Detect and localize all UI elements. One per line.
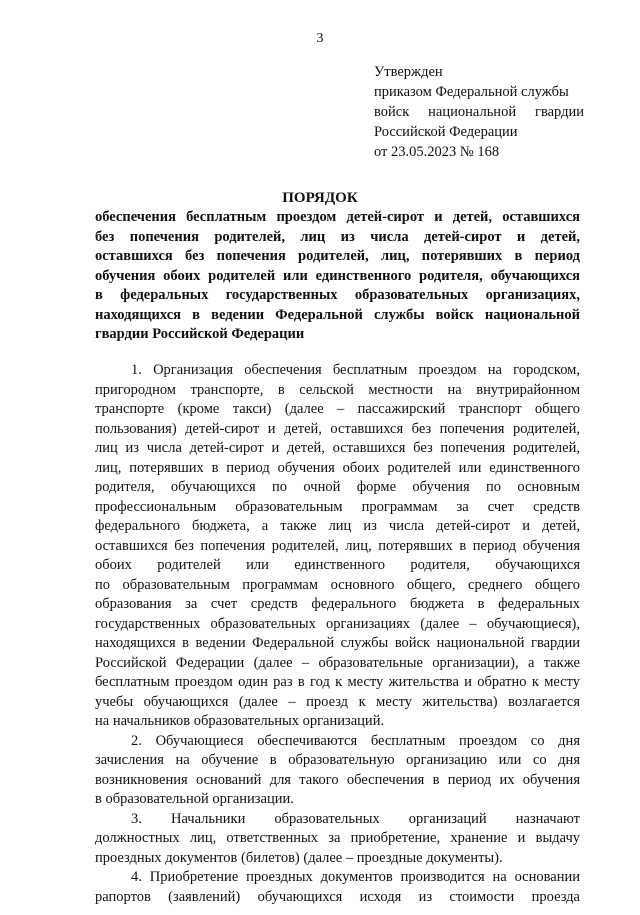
text-line: оставшихся без попечения родителей, лиц, потерявших в период обучения — [95, 537, 580, 554]
text-line: родителя, обучающихся по очной форме обучения по основным — [95, 479, 580, 495]
text-line: государственных образовательных организациях (далее – обучающиеся), — [95, 615, 580, 632]
text-line: обоих родителей или единственного родителя, обучающихся — [95, 557, 580, 573]
text-line: 1. Организация обеспечения бесплатным проездом на городском, — [131, 362, 580, 378]
text-line: проездных документов (билетов) (далее – проездные документы). — [95, 849, 503, 866]
approval-line: Российской Федерации — [374, 124, 518, 140]
text-line: учебы обучающихся (далее – проезд к месту жительства) возлагается — [95, 693, 580, 710]
text-line: профессиональным образовательным программам за счет средств — [95, 498, 580, 515]
document-body — [95, 361, 580, 907]
paragraph-2 — [95, 732, 580, 810]
document-title: ПОРЯДОК — [282, 190, 358, 206]
subtitle-line: в федеральных государственных образовательных организациях, — [95, 287, 580, 303]
text-line: зачисления на обучение в образовательную организацию или со дня — [95, 752, 580, 768]
text-line: на начальников образовательных организаций. — [95, 713, 385, 729]
subtitle-line: обеспечения бесплатным проездом детей-сирот и детей, оставшихся — [95, 209, 580, 225]
subtitle-line: без попечения родителей, лиц из числа детей-сирот и детей, — [95, 228, 580, 245]
approval-block — [374, 62, 584, 162]
approval-line: войск национальной гвардии — [374, 104, 584, 120]
text-line: возникновения оснований для такого обеспечения в период их обучения — [95, 771, 580, 788]
text-line: 4. Приобретение проездных документов производится на основании — [131, 869, 580, 885]
paragraph-4 — [95, 868, 580, 907]
text-line: должностных лиц, ответственных за приобретение, хранение и выдачу — [95, 830, 580, 846]
approval-date-number: от 23.05.2023 № 168 — [374, 144, 500, 160]
paragraph-1 — [95, 361, 580, 732]
text-line: в образовательной организации. — [95, 791, 294, 807]
paragraph-3 — [95, 810, 580, 869]
text-line: пригородном транспорте, в сельской местности на внутрирайонном — [95, 381, 580, 398]
text-line: 3. Начальники образовательных организаций назначают — [131, 810, 580, 827]
text-line: федерального бюджета, а также лиц из числа детей-сирот и детей, — [95, 518, 580, 534]
text-line: рапортов (заявлений) обучающихся исходя из стоимости проезда — [95, 888, 580, 905]
text-line: пользования) детей-сирот и детей, оставшихся без попечения родителей, — [95, 420, 580, 437]
subtitle-line: находящихся в ведении Федеральной службы войск национальной — [95, 306, 580, 323]
document-subtitle — [95, 208, 580, 345]
page-number: 3 — [316, 31, 324, 46]
text-line: по образовательным программам основного общего, среднего общего — [95, 576, 580, 593]
subtitle-line: оставшихся без попечения родителей, лиц, потерявших в период — [95, 248, 580, 264]
text-line: образования за счет средств федерального бюджета в федеральных — [95, 596, 580, 612]
text-line: бесплатным проездом один раз в год к месту жительства и обратно к месту — [95, 674, 580, 690]
text-line: Российской Федерации (далее – образовательные организации), а также — [95, 654, 580, 671]
approval-line: приказом Федеральной службы — [374, 84, 569, 100]
text-line: 2. Обучающиеся обеспечиваются бесплатным проездом со дня — [131, 732, 580, 749]
text-line: находящихся в ведении Федеральной службы войск национальной гвардии — [95, 635, 580, 651]
text-line: лиц из числа детей-сирот и детей, оставшихся без попечения родителей, — [95, 440, 580, 456]
subtitle-line: обучения обоих родителей или единственного родителя, обучающихся — [95, 267, 580, 284]
text-line: транспорте (кроме такси) (далее – пассажирский транспорт общего — [95, 401, 580, 417]
approval-line: Утвержден — [374, 64, 443, 80]
subtitle-line: гвардии Российской Федерации — [95, 326, 305, 342]
text-line: лиц, потерявших в период обучения обоих родителей или единственного — [95, 459, 580, 476]
